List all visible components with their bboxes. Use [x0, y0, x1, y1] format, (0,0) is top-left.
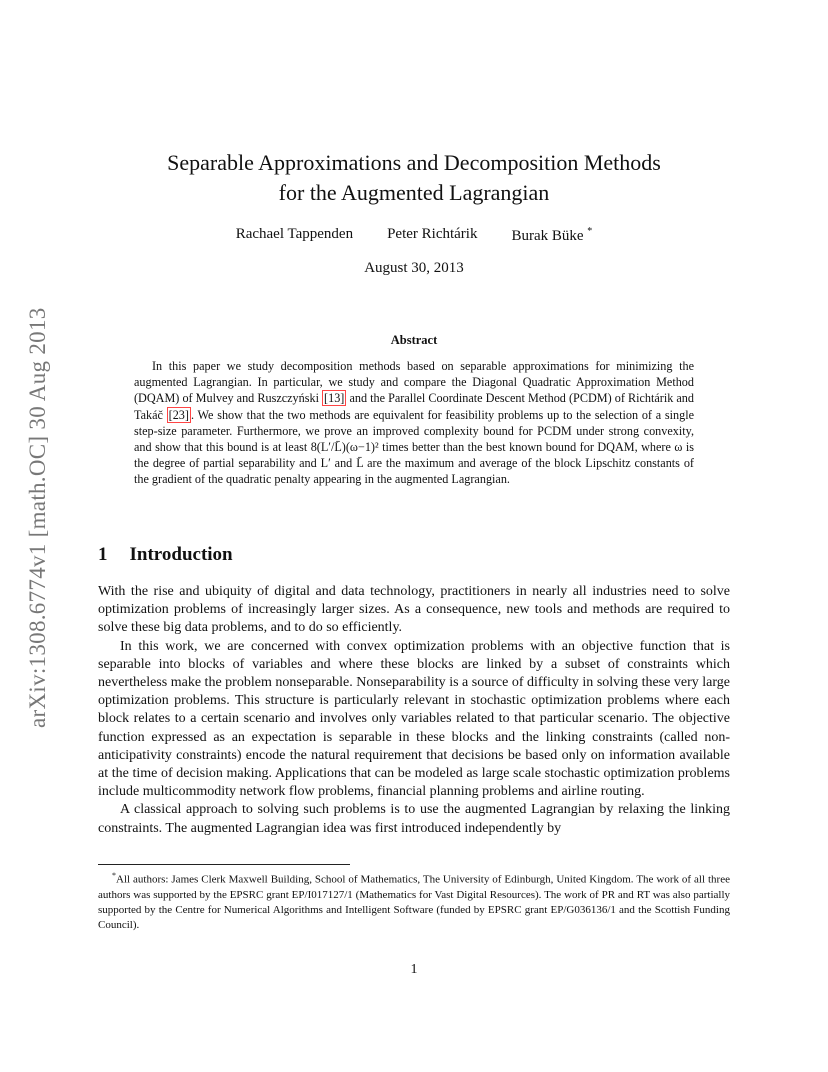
footnote [98, 868, 730, 933]
footnote-divider [98, 864, 350, 865]
footnote-text: All authors: James Clerk Maxwell Building, School of Mathematics, The University of Edinburgh, United Kingdom. The work of all three authors was supported by the EPSRC grant EP/I017127/1 (Mathematics for Vast Digital Resources). The work of PR and RT was also partially supported by the Centre for Numerical Algorithms and Intelligent Software (funded by EPSRC grant EP/G036136/1 and the Scottish Funding Council). [98, 873, 730, 931]
abstract-text-1: In this paper we study decomposition methods based on separable approximations for minimizing the augmented Lagrangian. In particular, we study and compare the Diagonal Quadratic Approximation Method (DQAM) of Mulvey and Ruszczyński [134, 359, 694, 406]
author-3-name: Burak Büke [511, 228, 584, 244]
arxiv-identifier-stamp: arXiv:1308.6774v1 [math.OC] 30 Aug 2013 [25, 307, 50, 729]
author-2 [387, 226, 477, 245]
section-number: 1 [98, 544, 108, 565]
paper-title-line-1: Separable Approximations and Decomposition Methods [167, 150, 661, 175]
paragraph-2: In this work, we are concerned with convex optimization problems with an objective function that is separable into blocks of variables and where these blocks are linked by a subset of constraints which nevertheless make the problem nonseparable. Nonseparability is a source of difficulty in solving these very large optimization problems. This structure is particularly relevant in stochastic optimization problems where each block relates to a certain scenario and involves only variables related to that particular scenario. The objective function expressed as an expectation is separable in these blocks and the linking constraints (called non-anticipativity constraints) encode the natural requirement that decisions be based only on information available at the time of decision making. Applications that can be modeled as large scale stochastic optimization problems include multicommodity network flow problems, financial planning problems and airline routing. [98, 638, 730, 800]
footnote-mark: * [112, 871, 116, 880]
author-list [98, 226, 730, 245]
citation-link-13[interactable]: [13] [324, 391, 345, 406]
page-number: 1 [410, 962, 418, 977]
paper-title [98, 148, 730, 208]
author-3 [511, 226, 592, 245]
section-heading-introduction [98, 544, 233, 566]
abstract-text-2: and the Parallel Coordinate Descent Method (PCDM) of Richtárik and Takáč [134, 391, 694, 422]
paragraph-3: A classical approach to solving such problems is to use the augmented Lagrangian by relaxing the linking constraints. The augmented Lagrangian idea was first introduced independently by [98, 802, 730, 836]
paragraph-1: With the rise and ubiquity of digital and data technology, practitioners in nearly all industries need to solve optimization problems of increasingly larger sizes. As a consequence, new tools and methods are required to solve these big data problems, and to do so efficiently. [98, 584, 730, 636]
abstract-text-3: . We show that the two methods are equivalent for feasibility problems up to the selection of a single step-size parameter. Furthermore, we prove an improved complexity bound for PCDM under strong convexity, and show that this bound is at least 8(L′/L̄)(ω−1)² times better than the best known bound for DQAM, where ω is the degree of partial separability and L′ and L̄ are the maximum and average of the block Lipschitz constants of the gradient of the quadratic penalty appearing in the augmented Lagrangian. [134, 407, 694, 487]
author-2-name: Peter Richtárik [387, 226, 478, 242]
author-1 [236, 226, 353, 245]
citation-link-23[interactable]: [23] [168, 407, 189, 422]
paper-date: August 30, 2013 [364, 260, 464, 276]
author-3-footnote-mark[interactable]: * [587, 226, 593, 237]
author-1-name: Rachael Tappenden [235, 226, 354, 242]
introduction-body [98, 583, 730, 838]
abstract-body [134, 358, 694, 488]
abstract-heading: Abstract [390, 333, 438, 347]
section-title: Introduction [129, 544, 233, 565]
paper-title-line-2: for the Augmented Lagrangian [278, 180, 550, 205]
